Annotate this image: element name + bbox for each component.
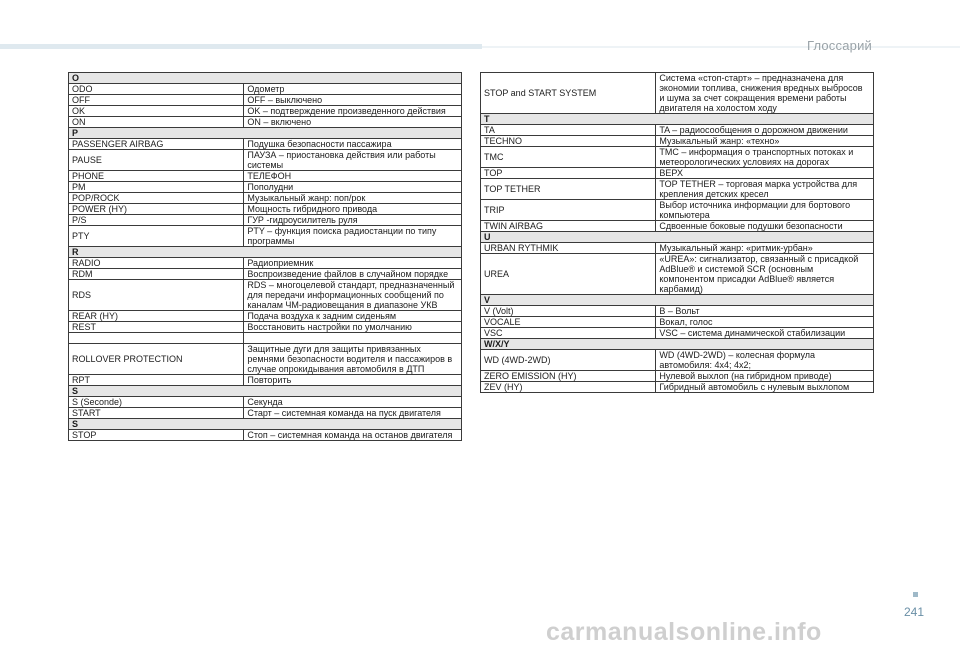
glossary-definition: Сдвоенные боковые подушки безопасности [656,221,874,232]
glossary-definition: Восстановить настройки по умолчанию [244,322,462,333]
glossary-term: TECHNO [481,136,656,147]
glossary-row [481,221,874,232]
glossary-definition: Секунда [244,397,462,408]
glossary-row [69,139,462,150]
glossary-row [481,136,874,147]
glossary-row [481,254,874,295]
glossary-term: UREA [481,254,656,295]
letter-heading: V [481,295,874,306]
letter-heading: S [69,419,462,430]
glossary-definition: Воспроизведение файлов в случайном порядке [244,269,462,280]
glossary-term: RDM [69,269,244,280]
glossary-definition: Подача воздуха к задним сиденьям [244,311,462,322]
glossary-row [69,430,462,441]
glossary-row [69,117,462,128]
glossary-definition: Пополудни [244,182,462,193]
glossary-term: START [69,408,244,419]
glossary-term: REST [69,322,244,333]
glossary-row [481,179,874,200]
glossary-term: ROLLOVER PROTECTION [69,344,244,375]
letter-heading: U [481,232,874,243]
glossary-row [69,193,462,204]
glossary-term: RADIO [69,258,244,269]
glossary-definition: Музыкальный жанр: «ритмик-урбан» [656,243,874,254]
glossary-definition: WD (4WD-2WD) – колесная формула автомобиля: 4x4; 4x2; [656,350,874,371]
glossary-term: OK [69,106,244,117]
glossary-definition: PTY – функция поиска радиостанции по типу программы [244,226,462,247]
glossary-row [69,375,462,386]
glossary-definition: ON – включено [244,117,462,128]
glossary-row [69,171,462,182]
glossary-term: TOP TETHER [481,179,656,200]
glossary-term: WD (4WD-2WD) [481,350,656,371]
glossary-definition: TA – радиосообщения о дорожном движении [656,125,874,136]
glossary-definition: Система «стоп-старт» – предназначена для экономии топлива, снижения вредных выбросов и шума за счет сокращения времени работы двигателя на холостом ходу [656,73,874,114]
glossary-term: PTY [69,226,244,247]
glossary-definition: Подушка безопасности пассажира [244,139,462,150]
letter-heading-row [481,114,874,125]
glossary-term: POWER (HY) [69,204,244,215]
section-title: Глоссарий [806,38,872,53]
glossary-term: RDS [69,280,244,311]
glossary-term: ZERO EMISSION (HY) [481,371,656,382]
glossary-row [481,73,874,114]
glossary-term: POP/ROCK [69,193,244,204]
letter-heading-row [481,295,874,306]
glossary-term [69,333,244,344]
glossary-row [481,125,874,136]
glossary-definition: «UREA»: сигнализатор, связанный с присадкой AdBlue® и системой SCR (основным компонентом присадки AdBlue® является карбамид) [656,254,874,295]
glossary-definition: Вокал, голос [656,317,874,328]
glossary-row [69,84,462,95]
letter-heading-row [69,386,462,397]
glossary-row [481,200,874,221]
glossary-term: TA [481,125,656,136]
letter-heading: W/X/Y [481,339,874,350]
glossary-definition: ТЕЛЕФОН [244,171,462,182]
glossary-row [69,408,462,419]
glossary-term: REAR (HY) [69,311,244,322]
glossary-definition: ГУР -гидроусилитель руля [244,215,462,226]
glossary-definition: RDS – многоцелевой стандарт, предназначенный для передачи информационных сообщений по каналам ЧМ-радиовещания в диапазоне УКВ [244,280,462,311]
glossary-definition: Музыкальный жанр: поп/рок [244,193,462,204]
glossary-term: TWIN AIRBAG [481,221,656,232]
letter-heading-row [481,339,874,350]
glossary-table-right [480,72,874,393]
glossary-table-left [68,72,462,441]
glossary-term: V (Volt) [481,306,656,317]
glossary-definition: Радиоприемник [244,258,462,269]
glossary-term: TRIP [481,200,656,221]
letter-heading-row [69,419,462,430]
glossary-row [69,182,462,193]
glossary-term: RPT [69,375,244,386]
letter-heading-row [69,247,462,258]
glossary-term: STOP [69,430,244,441]
page-number: 241 [903,605,924,619]
glossary-row [69,150,462,171]
glossary-row [481,306,874,317]
glossary-row [69,397,462,408]
glossary-definition: Выбор источника информации для бортового компьютера [656,200,874,221]
glossary-definition: Защитные дуги для защиты привязанных ремнями безопасности водителя и пассажиров в случае опрокидывания автомобиля в ДТП [244,344,462,375]
letter-heading: S [69,386,462,397]
glossary-row [69,269,462,280]
glossary-definition: Одометр [244,84,462,95]
glossary-term: S (Seconde) [69,397,244,408]
glossary-row [481,350,874,371]
glossary-definition: TOP TETHER – торговая марка устройства для крепления детских кресел [656,179,874,200]
header-accent-bar [0,44,482,49]
glossary-term: TOP [481,168,656,179]
glossary-row [481,317,874,328]
glossary-term: ODO [69,84,244,95]
letter-heading: P [69,128,462,139]
glossary-row [69,204,462,215]
letter-heading: T [481,114,874,125]
glossary-term: PAUSE [69,150,244,171]
glossary-term: VSC [481,328,656,339]
glossary-term: PHONE [69,171,244,182]
glossary-term: STOP and START SYSTEM [481,73,656,114]
watermark: carmanualsonline.info [546,618,822,646]
glossary-definition: OFF – выключено [244,95,462,106]
glossary-term: PASSENGER AIRBAG [69,139,244,150]
letter-heading: O [69,73,462,84]
glossary-row [69,322,462,333]
glossary-definition: Мощность гибридного привода [244,204,462,215]
glossary-term: ZEV (HY) [481,382,656,393]
glossary-term: URBAN RYTHMIK [481,243,656,254]
glossary-term: OFF [69,95,244,106]
glossary-term: TMC [481,147,656,168]
glossary-definition: Стоп – системная команда на останов двигателя [244,430,462,441]
header-accent-line [482,46,960,48]
letter-heading: R [69,247,462,258]
glossary-row [69,311,462,322]
glossary-row [69,226,462,247]
glossary-definition: OK – подтверждение произведенного действия [244,106,462,117]
glossary-definition: ВЕРХ [656,168,874,179]
glossary-row [69,344,462,375]
glossary-row [481,168,874,179]
glossary-definition: TMC – информация о транспортных потоках и метеорологических условиях на дорогах [656,147,874,168]
glossary-row [481,328,874,339]
letter-heading-row [481,232,874,243]
glossary-definition [244,333,462,344]
glossary-term: ON [69,117,244,128]
glossary-row [481,243,874,254]
letter-heading-row [69,128,462,139]
letter-heading-row [69,73,462,84]
glossary-definition: Нулевой выхлоп (на гибридном приводе) [656,371,874,382]
glossary-definition: Повторить [244,375,462,386]
page-marker [913,592,918,597]
glossary-row [69,106,462,117]
glossary-term: VOCALE [481,317,656,328]
glossary-row [69,333,462,344]
glossary-term: PM [69,182,244,193]
glossary-definition: ПАУЗА – приостановка действия или работы системы [244,150,462,171]
glossary-definition: В – Вольт [656,306,874,317]
glossary-row [69,258,462,269]
glossary-term: P/S [69,215,244,226]
glossary-row [481,147,874,168]
glossary-definition: Гибридный автомобиль с нулевым выхлопом [656,382,874,393]
glossary-definition: Старт – системная команда на пуск двигателя [244,408,462,419]
glossary-row [481,382,874,393]
glossary-row [69,215,462,226]
glossary-row [69,280,462,311]
glossary-definition: Музыкальный жанр: «техно» [656,136,874,147]
glossary-definition: VSC – система динамической стабилизации [656,328,874,339]
glossary-row [481,371,874,382]
glossary-row [69,95,462,106]
